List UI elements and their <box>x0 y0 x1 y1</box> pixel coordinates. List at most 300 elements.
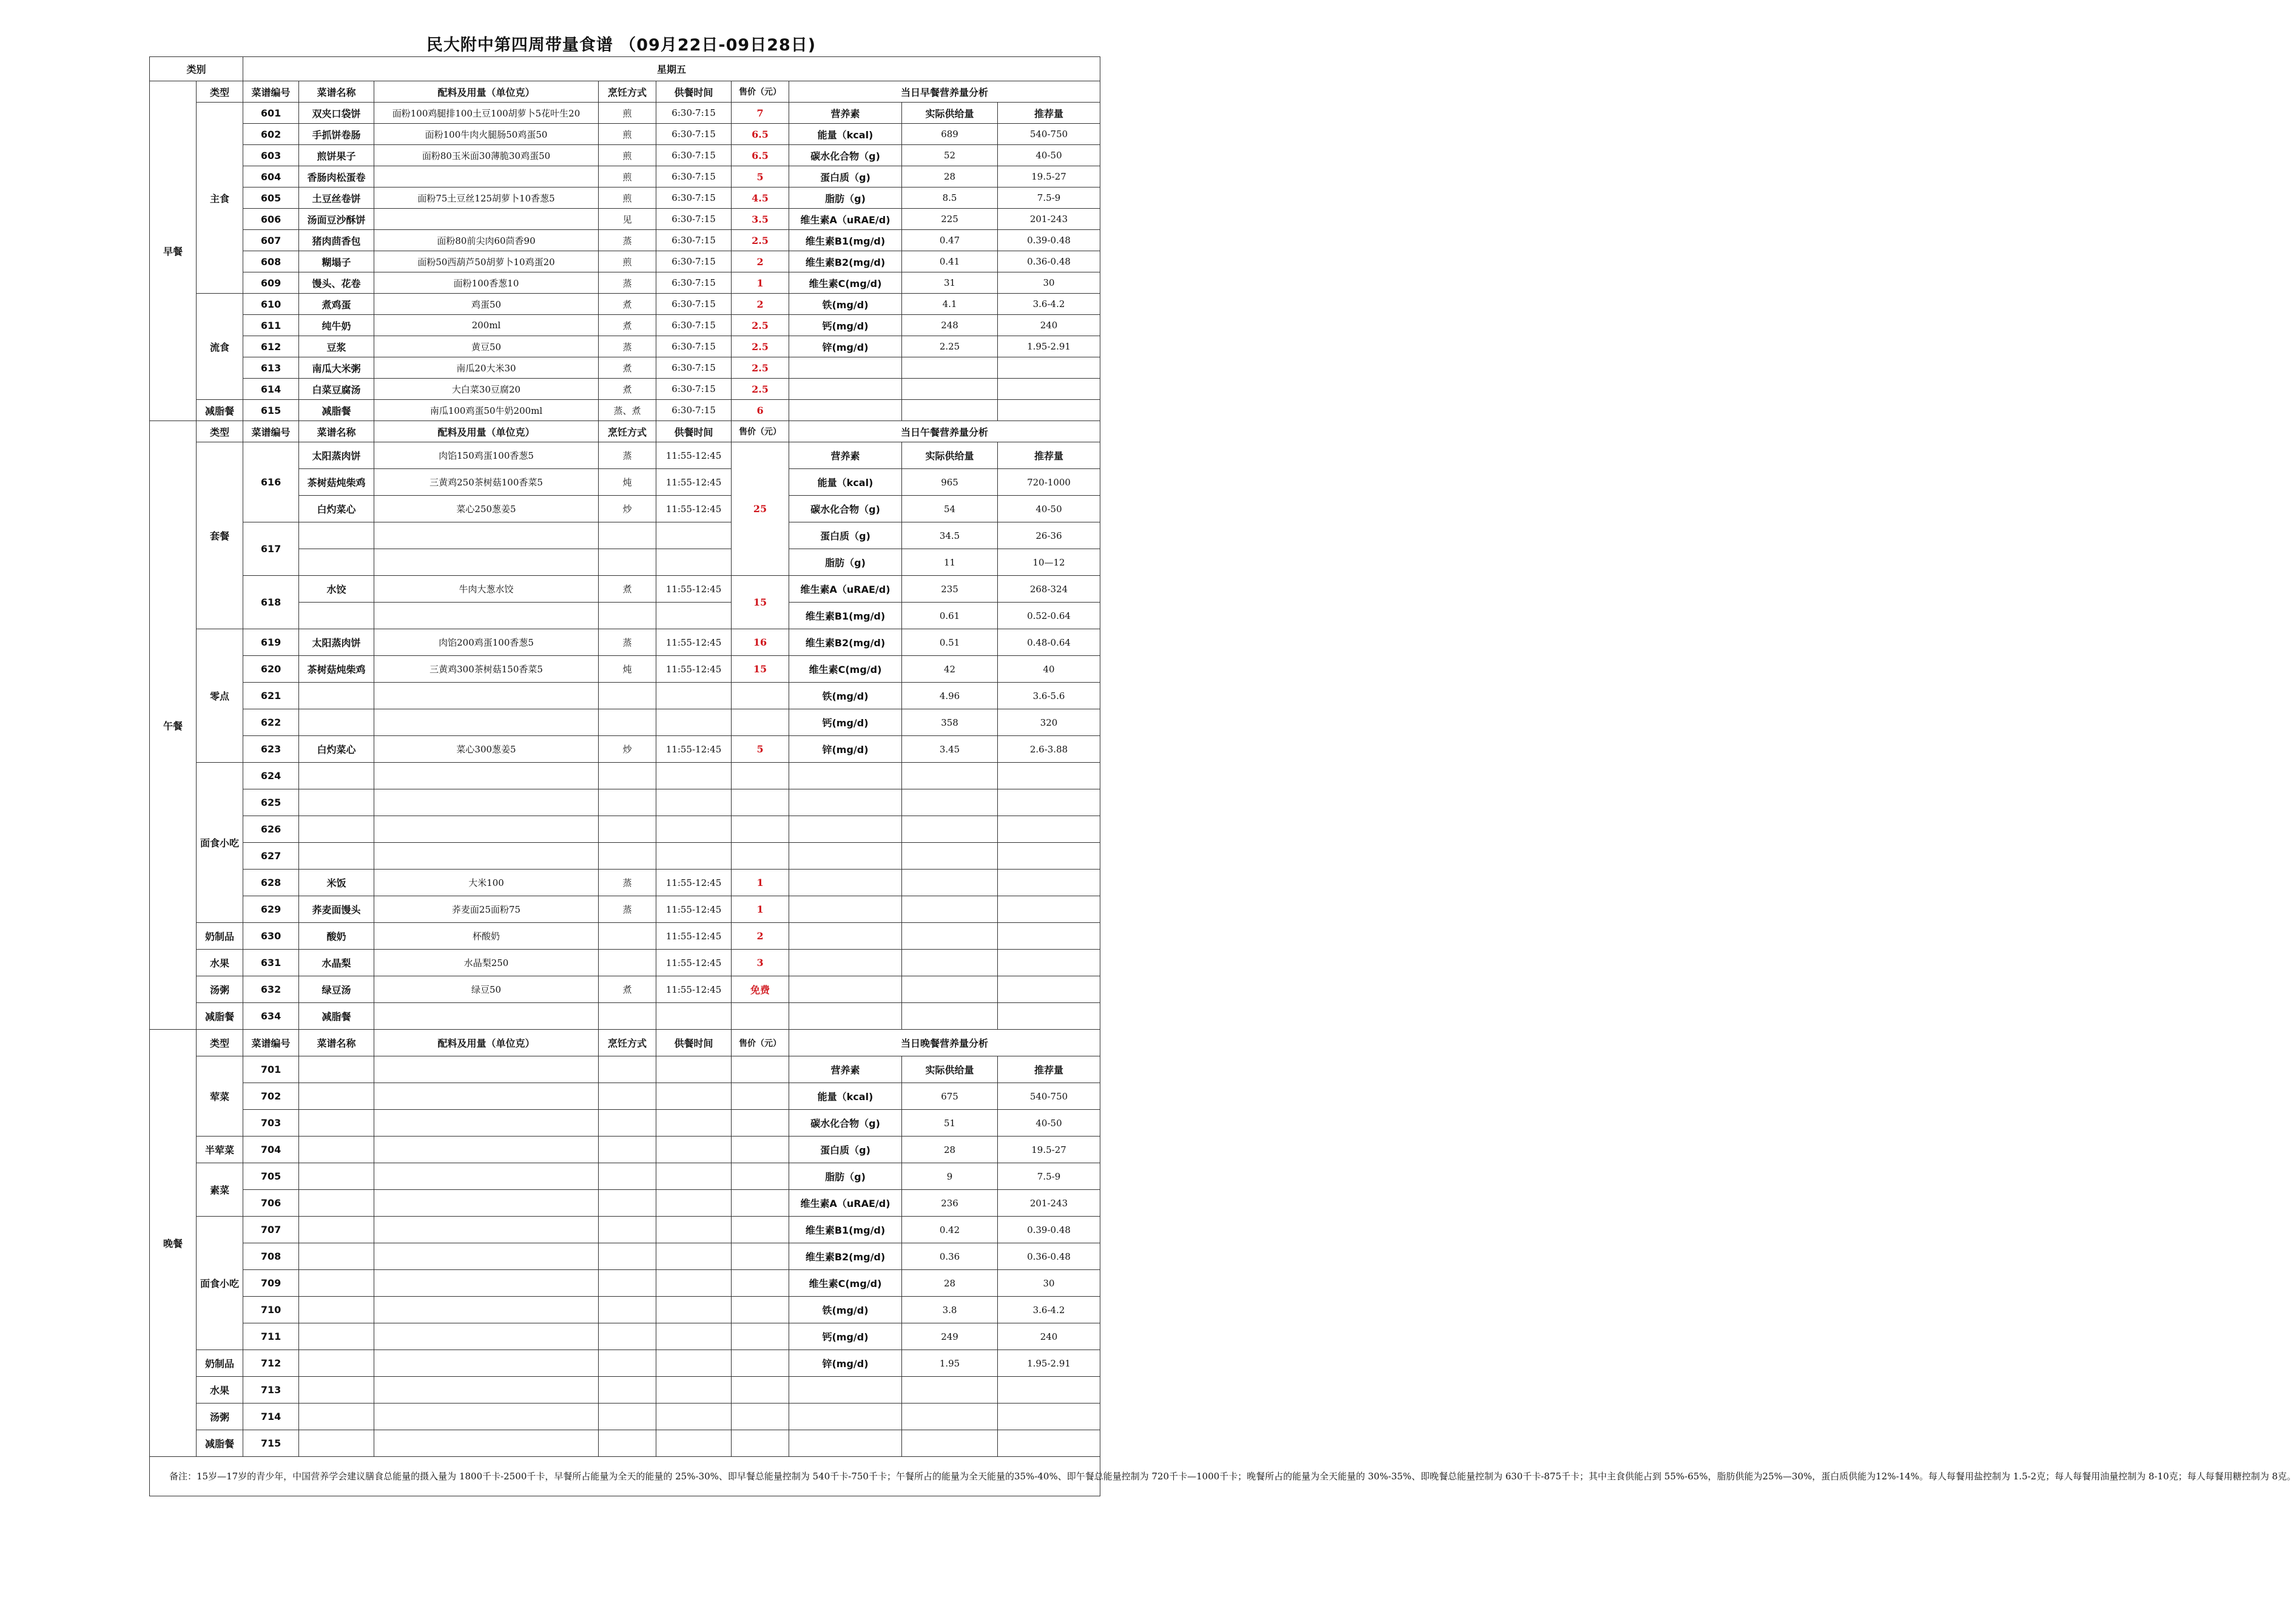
serving-time: 6:30-7:15 <box>656 230 732 251</box>
table-row <box>150 294 1100 315</box>
empty-cell <box>656 1137 732 1163</box>
type-label: 素菜 <box>197 1163 243 1217</box>
dish-number: 617 <box>243 522 299 576</box>
dish-number: 634 <box>243 1003 299 1030</box>
table-row <box>150 1457 1100 1496</box>
dish-number: 631 <box>243 950 299 976</box>
dish-number: 702 <box>243 1083 299 1110</box>
cooking-method: 蒸 <box>599 230 656 251</box>
type-label: 流食 <box>197 294 243 400</box>
serving-time: 11:55-12:45 <box>656 656 732 683</box>
empty-cell <box>374 1083 599 1110</box>
empty-cell <box>789 950 902 976</box>
nutrient-name: 维生素A（uRAE/d) <box>789 576 902 603</box>
empty-cell <box>998 923 1100 950</box>
table-row <box>150 843 1100 870</box>
cooking-header: 烹饪方式 <box>599 421 656 442</box>
nutrient-actual: 248 <box>902 315 998 336</box>
dish-ingredients <box>374 166 599 187</box>
nutrient-recommended: 720-1000 <box>998 469 1100 496</box>
dish-name: 土豆丝卷饼 <box>299 187 374 209</box>
empty-cell <box>998 1430 1100 1457</box>
cooking-header: 烹饪方式 <box>599 1030 656 1056</box>
empty-cell <box>599 1297 656 1323</box>
nutrient-name: 脂肪（g) <box>789 549 902 576</box>
nutrient-actual: 4.1 <box>902 294 998 315</box>
cooking-method: 蒸 <box>599 870 656 896</box>
dish-number: 706 <box>243 1190 299 1217</box>
dish-ingredients: 南瓜100鸡蛋50牛奶200ml <box>374 400 599 421</box>
page-title: 民大附中第四周带量食谱 （09月22日-09日28日) <box>426 36 816 55</box>
cooking-method <box>599 763 656 789</box>
table-row <box>150 683 1100 709</box>
nutrient-actual: 2.25 <box>902 336 998 357</box>
table-row <box>150 816 1100 843</box>
nutrient-actual: 235 <box>902 576 998 603</box>
type-label: 套餐 <box>197 442 243 629</box>
actual-header: 实际供给量 <box>902 442 998 469</box>
empty-cell <box>998 789 1100 816</box>
empty-cell <box>374 1163 599 1190</box>
empty-cell <box>789 896 902 923</box>
nutrient-recommended: 0.36-0.48 <box>998 251 1100 272</box>
empty-cell <box>902 1003 998 1030</box>
nutrient-recommended: 19.5-27 <box>998 166 1100 187</box>
table-row <box>150 124 1100 145</box>
dish-number: 604 <box>243 166 299 187</box>
dish-ingredients <box>374 549 599 576</box>
nutrient-name: 钙(mg/d) <box>789 709 902 736</box>
dish-name <box>299 683 374 709</box>
nutrient-actual: 965 <box>902 469 998 496</box>
dish-ingredients: 绿豆50 <box>374 976 599 1003</box>
table-row <box>150 1323 1100 1350</box>
recommended-header: 推荐量 <box>998 1056 1100 1083</box>
cooking-method: 煎 <box>599 251 656 272</box>
cooking-method <box>599 789 656 816</box>
empty-cell <box>599 1110 656 1137</box>
cooking-method: 煎 <box>599 187 656 209</box>
table-row <box>150 230 1100 251</box>
table-row <box>150 1083 1100 1110</box>
nutrient-actual: 34.5 <box>902 522 998 549</box>
nutrient-actual: 52 <box>902 145 998 166</box>
nutrient-recommended: 0.39-0.48 <box>998 1217 1100 1243</box>
dish-number: 622 <box>243 709 299 736</box>
nutrient-name: 能量（kcal) <box>789 1083 902 1110</box>
dish-number: 613 <box>243 357 299 379</box>
empty-cell <box>732 1350 789 1377</box>
cooking-method <box>599 603 656 629</box>
table-row <box>150 709 1100 736</box>
nutrient-name: 维生素A（uRAE/d) <box>789 209 902 230</box>
nutrient-actual: 8.5 <box>902 187 998 209</box>
empty-cell <box>374 1350 599 1377</box>
nutrient-recommended: 201-243 <box>998 1190 1100 1217</box>
empty-cell <box>299 1270 374 1297</box>
nutrient-recommended: 19.5-27 <box>998 1137 1100 1163</box>
table-row <box>150 1163 1100 1190</box>
cooking-method: 煮 <box>599 315 656 336</box>
dish-ingredients: 鸡蛋50 <box>374 294 599 315</box>
empty-cell <box>599 1350 656 1377</box>
nutrient-name: 蛋白质（g) <box>789 522 902 549</box>
empty-cell <box>299 1430 374 1457</box>
table-row <box>150 1190 1100 1217</box>
empty-cell <box>599 1270 656 1297</box>
dish-number: 605 <box>243 187 299 209</box>
dish-ingredients: 杯酸奶 <box>374 923 599 950</box>
type-label: 奶制品 <box>197 923 243 950</box>
footnote: 备注：15岁—17岁的青少年，中国营养学会建议膳食总能量的摄入量为 1800千卡-2500千卡，早餐所占能量为全天的能量的 25%-30%、即早餐总能量控制为 540千卡-750千卡；午餐所占的能量为全天能量的35%-40%、即午餐总能量控制为 720千卡—1000千卡；晚餐所占的能量为全天能量的 30%-35%、即晚餐总能量控制为 630千卡-875千卡；其中主食供能占到 55%-65%，脂肪供能为25%—30%，蛋白质供能为12%-14%。每人每餐用盐控制为 1.5-2克；每人每餐用油量控制为 8-10克；每人每餐用糖控制为 8克。 <box>150 1457 1100 1496</box>
nutrient-actual: 42 <box>902 656 998 683</box>
empty-cell <box>732 1270 789 1297</box>
cooking-method <box>599 1003 656 1030</box>
serving-time: 6:30-7:15 <box>656 145 732 166</box>
serving-time: 6:30-7:15 <box>656 336 732 357</box>
nutrient-recommended: 0.36-0.48 <box>998 1243 1100 1270</box>
serving-time: 11:55-12:45 <box>656 576 732 603</box>
cooking-method: 煮 <box>599 379 656 400</box>
cooking-method: 炒 <box>599 496 656 522</box>
dish-ingredients: 菜心300葱姜5 <box>374 736 599 763</box>
nutrient-name: 蛋白质（g) <box>789 1137 902 1163</box>
type-label: 主食 <box>197 103 243 294</box>
nutrient-name: 维生素B2(mg/d) <box>789 251 902 272</box>
dish-ingredients: 三黄鸡300茶树菇150香菜5 <box>374 656 599 683</box>
day-header: 星期五 <box>243 57 1100 81</box>
serving-time <box>656 603 732 629</box>
dish-ingredients: 面粉80玉米面30薄脆30鸡蛋50 <box>374 145 599 166</box>
empty-cell <box>998 843 1100 870</box>
dish-name: 纯牛奶 <box>299 315 374 336</box>
dish-price: 2.5 <box>732 357 789 379</box>
dish-number: 612 <box>243 336 299 357</box>
nutrient-actual: 28 <box>902 1270 998 1297</box>
cooking-header: 烹饪方式 <box>599 81 656 103</box>
dish-price: 4.5 <box>732 187 789 209</box>
serving-time <box>656 843 732 870</box>
price-header: 售价（元） <box>732 421 789 442</box>
empty-cell <box>299 1350 374 1377</box>
serving-time: 11:55-12:45 <box>656 629 732 656</box>
empty-cell <box>998 1003 1100 1030</box>
dish-number: 621 <box>243 683 299 709</box>
empty-cell <box>299 1404 374 1430</box>
serving-time: 6:30-7:15 <box>656 315 732 336</box>
dish-number: 704 <box>243 1137 299 1163</box>
nutrient-recommended: 240 <box>998 1323 1100 1350</box>
nutrient-name: 锌(mg/d) <box>789 336 902 357</box>
dish-price: 5 <box>732 166 789 187</box>
dish-price: 2 <box>732 923 789 950</box>
cooking-method: 见 <box>599 209 656 230</box>
nutrient-header: 营养素 <box>789 103 902 124</box>
dish-price: 2 <box>732 251 789 272</box>
empty-cell <box>299 1323 374 1350</box>
nutrient-name: 维生素C(mg/d) <box>789 272 902 294</box>
nutrient-recommended: 3.6-4.2 <box>998 1297 1100 1323</box>
dish-price <box>732 1003 789 1030</box>
empty-cell <box>299 1083 374 1110</box>
empty-cell <box>374 1110 599 1137</box>
empty-cell <box>656 1430 732 1457</box>
table-row <box>150 145 1100 166</box>
empty-cell <box>656 1110 732 1137</box>
nutrient-name: 维生素B1(mg/d) <box>789 230 902 251</box>
type-label: 汤粥 <box>197 976 243 1003</box>
cooking-method <box>599 683 656 709</box>
table-row <box>150 315 1100 336</box>
table-row <box>150 103 1100 124</box>
dish-name: 手抓饼卷肠 <box>299 124 374 145</box>
serving-time: 6:30-7:15 <box>656 124 732 145</box>
serving-time <box>656 709 732 736</box>
empty-cell <box>299 1217 374 1243</box>
dish-name: 南瓜大米粥 <box>299 357 374 379</box>
time-header: 供餐时间 <box>656 81 732 103</box>
nutrient-recommended: 0.39-0.48 <box>998 230 1100 251</box>
cooking-method <box>599 950 656 976</box>
empty-cell <box>374 1404 599 1430</box>
nutrient-header: 营养素 <box>789 442 902 469</box>
nutrient-recommended: 540-750 <box>998 1083 1100 1110</box>
empty-cell <box>902 1377 998 1404</box>
serving-time <box>656 549 732 576</box>
dish-price: 2.5 <box>732 336 789 357</box>
empty-cell <box>599 1404 656 1430</box>
nutrient-recommended: 30 <box>998 1270 1100 1297</box>
empty-cell <box>732 1377 789 1404</box>
empty-cell <box>656 1217 732 1243</box>
type-label: 汤粥 <box>197 1404 243 1430</box>
empty-cell <box>732 1083 789 1110</box>
type-label: 减脂餐 <box>197 400 243 421</box>
cooking-method: 蒸 <box>599 896 656 923</box>
dish-ingredients <box>374 789 599 816</box>
menu-table <box>149 56 2296 1496</box>
empty-cell <box>789 870 902 896</box>
dish-price: 1 <box>732 896 789 923</box>
dish-name <box>299 843 374 870</box>
serving-time: 6:30-7:15 <box>656 357 732 379</box>
empty-cell <box>299 1110 374 1137</box>
dish-price: 免费 <box>732 976 789 1003</box>
dish-price: 2 <box>732 294 789 315</box>
empty-cell <box>789 816 902 843</box>
analysis-title: 当日晚餐营养量分析 <box>789 1030 1100 1056</box>
category-header: 类别 <box>150 57 243 81</box>
dish-price <box>732 763 789 789</box>
dish-number: 630 <box>243 923 299 950</box>
dish-price: 7 <box>732 103 789 124</box>
dish-ingredients <box>374 763 599 789</box>
nutrient-recommended: 3.6-4.2 <box>998 294 1100 315</box>
nutrient-actual: 28 <box>902 1137 998 1163</box>
empty-cell <box>789 763 902 789</box>
type-label: 减脂餐 <box>197 1430 243 1457</box>
nutrient-actual: 11 <box>902 549 998 576</box>
dish-price: 3.5 <box>732 209 789 230</box>
dish-number: 708 <box>243 1243 299 1270</box>
nutrient-actual: 249 <box>902 1323 998 1350</box>
empty-cell <box>789 400 902 421</box>
ingredients-header: 配料及用量（单位克） <box>374 1030 599 1056</box>
nutrient-recommended: 3.6-5.6 <box>998 683 1100 709</box>
empty-cell <box>656 1163 732 1190</box>
dish-price: 6.5 <box>732 145 789 166</box>
serving-time <box>656 683 732 709</box>
type-header: 类型 <box>197 1030 243 1056</box>
dish-number: 601 <box>243 103 299 124</box>
table-row <box>150 1243 1100 1270</box>
name-header: 菜谱名称 <box>299 1030 374 1056</box>
nutrient-recommended: 320 <box>998 709 1100 736</box>
empty-cell <box>732 1163 789 1190</box>
table-row <box>150 1430 1100 1457</box>
type-label: 水果 <box>197 1377 243 1404</box>
empty-cell <box>656 1297 732 1323</box>
empty-cell <box>902 789 998 816</box>
table-row <box>150 251 1100 272</box>
dish-ingredients: 200ml <box>374 315 599 336</box>
nutrient-name: 铁(mg/d) <box>789 683 902 709</box>
empty-cell <box>599 1217 656 1243</box>
table-row <box>150 763 1100 789</box>
nutrient-recommended: 7.5-9 <box>998 187 1100 209</box>
nutrient-actual: 675 <box>902 1083 998 1110</box>
serving-time: 6:30-7:15 <box>656 379 732 400</box>
dish-number: 602 <box>243 124 299 145</box>
dish-name: 香肠肉松蛋卷 <box>299 166 374 187</box>
dish-price: 1 <box>732 272 789 294</box>
serving-time: 11:55-12:45 <box>656 950 732 976</box>
empty-cell <box>374 1377 599 1404</box>
empty-cell <box>998 816 1100 843</box>
table-row <box>150 421 1100 442</box>
empty-cell <box>374 1243 599 1270</box>
dish-ingredients <box>374 603 599 629</box>
dish-ingredients: 水晶梨250 <box>374 950 599 976</box>
dish-ingredients: 大米100 <box>374 870 599 896</box>
cooking-method <box>599 549 656 576</box>
nutrient-recommended: 0.48-0.64 <box>998 629 1100 656</box>
empty-cell <box>789 1377 902 1404</box>
dish-name: 双夹口袋饼 <box>299 103 374 124</box>
serving-time: 11:55-12:45 <box>656 442 732 469</box>
dish-number: 712 <box>243 1350 299 1377</box>
dish-price: 6.5 <box>732 124 789 145</box>
analysis-title: 当日早餐营养量分析 <box>789 81 1100 103</box>
empty-cell <box>998 950 1100 976</box>
cooking-method: 炖 <box>599 656 656 683</box>
dish-ingredients: 牛肉大葱水饺 <box>374 576 599 603</box>
nutrient-header: 营养素 <box>789 1056 902 1083</box>
dish-number: 713 <box>243 1377 299 1404</box>
empty-cell <box>374 1270 599 1297</box>
cooking-method: 蒸 <box>599 272 656 294</box>
price-header: 售价（元） <box>732 1030 789 1056</box>
dish-number: 606 <box>243 209 299 230</box>
dish-name: 糊塌子 <box>299 251 374 272</box>
empty-cell <box>789 357 902 379</box>
table-row <box>150 1297 1100 1323</box>
dish-price: 15 <box>732 576 789 629</box>
empty-cell <box>998 357 1100 379</box>
cooking-method: 煮 <box>599 294 656 315</box>
dish-ingredients: 肉馅150鸡蛋100香葱5 <box>374 442 599 469</box>
dish-number: 626 <box>243 816 299 843</box>
table-row <box>150 976 1100 1003</box>
table-row <box>150 272 1100 294</box>
cooking-method <box>599 816 656 843</box>
dish-name <box>299 709 374 736</box>
empty-cell <box>789 789 902 816</box>
nutrient-recommended: 1.95-2.91 <box>998 1350 1100 1377</box>
empty-cell <box>902 870 998 896</box>
dish-price: 16 <box>732 629 789 656</box>
empty-cell <box>299 1163 374 1190</box>
serving-time: 11:55-12:45 <box>656 736 732 763</box>
empty-cell <box>902 763 998 789</box>
dish-number: 627 <box>243 843 299 870</box>
table-row <box>150 81 1100 103</box>
dish-ingredients <box>374 522 599 549</box>
table-row <box>150 896 1100 923</box>
nutrient-name: 蛋白质（g) <box>789 166 902 187</box>
dish-number: 709 <box>243 1270 299 1297</box>
empty-cell <box>902 950 998 976</box>
nutrient-actual: 0.41 <box>902 251 998 272</box>
nutrient-recommended: 7.5-9 <box>998 1163 1100 1190</box>
empty-cell <box>299 1297 374 1323</box>
cooking-method: 煎 <box>599 145 656 166</box>
dish-ingredients: 黄豆50 <box>374 336 599 357</box>
recommended-header: 推荐量 <box>998 103 1100 124</box>
empty-cell <box>374 1056 599 1083</box>
nutrient-name: 碳水化合物（g) <box>789 496 902 522</box>
dish-name: 煮鸡蛋 <box>299 294 374 315</box>
nutrient-name: 维生素B2(mg/d) <box>789 629 902 656</box>
dish-name <box>299 603 374 629</box>
dish-ingredients: 荞麦面25面粉75 <box>374 896 599 923</box>
dish-number: 608 <box>243 251 299 272</box>
serving-time: 11:55-12:45 <box>656 976 732 1003</box>
ingredients-header: 配料及用量（单位克） <box>374 421 599 442</box>
table-row <box>150 187 1100 209</box>
time-header: 供餐时间 <box>656 1030 732 1056</box>
dish-price <box>732 789 789 816</box>
dish-number: 619 <box>243 629 299 656</box>
nutrient-name: 铁(mg/d) <box>789 1297 902 1323</box>
empty-cell <box>374 1217 599 1243</box>
table-row <box>150 576 1100 603</box>
serving-time <box>656 789 732 816</box>
empty-cell <box>374 1323 599 1350</box>
nutrient-actual: 0.42 <box>902 1217 998 1243</box>
dish-ingredients <box>374 709 599 736</box>
dish-price <box>732 709 789 736</box>
empty-cell <box>902 976 998 1003</box>
dish-ingredients: 面粉50西葫芦50胡萝卜10鸡蛋20 <box>374 251 599 272</box>
nutrient-actual: 236 <box>902 1190 998 1217</box>
empty-cell <box>732 1056 789 1083</box>
table-row <box>150 1217 1100 1243</box>
type-label: 面食小吃 <box>197 1217 243 1350</box>
dish-ingredients: 面粉100牛肉火腿肠50鸡蛋50 <box>374 124 599 145</box>
dish-ingredients <box>374 209 599 230</box>
empty-cell <box>599 1243 656 1270</box>
